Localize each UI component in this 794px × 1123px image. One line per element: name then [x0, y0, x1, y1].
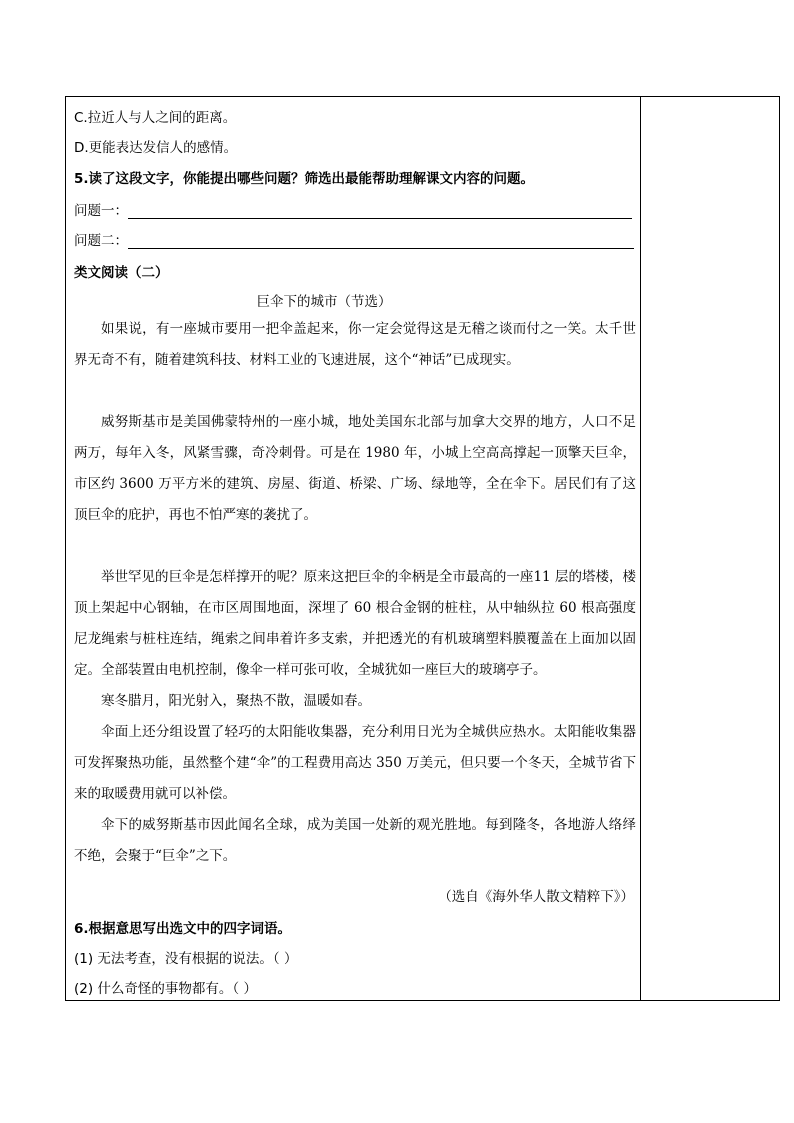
question-6-prompt: 6.根据意思写出选文中的四字词语。: [74, 921, 292, 937]
question-5-answer-2: [74, 229, 634, 249]
table-column-divider: [640, 96, 641, 1001]
option-c: C.拉近人与人之间的距离。: [74, 110, 237, 126]
question-6-item-1: (1) 无法考查，没有根据的说法。（ ）: [74, 951, 298, 967]
option-d: D.更能表达发信人的感情。: [74, 140, 238, 156]
answer-line-1[interactable]: [128, 203, 632, 219]
question-1-label: 问题一：: [74, 203, 128, 219]
question-5-answer-1: [74, 199, 632, 219]
passage-title: 巨伞下的城市（节选）: [256, 294, 392, 310]
passage-source: （选自《海外华人散文精粹下》）: [438, 889, 634, 905]
question-6-item-2: (2) 什么奇怪的事物都有。（ ）: [74, 981, 257, 997]
passage-paragraph-3: 举世罕见的巨伞是怎样撑开的呢？原来这把巨伞的伞柄是全市最高的一座11 层的塔楼，楼顶上架起中心钢轴，在市区周围地面，深埋了 60 根合金钢的桩柱，从中轴纵拉 60 根高强度尼龙绳索与桩柱连结，绳索之间串着许多支索，并把透光的有机玻璃塑料膜覆盖在上面加以固定。全部装置由电机控制，像伞一样可张可收，全城犹如一座巨大的玻璃亭子。: [74, 569, 636, 678]
question-5-prompt: 5.读了这段文字，你能提出哪些问题？筛选出最能帮助理解课文内容的问题。: [74, 171, 535, 187]
answer-line-2[interactable]: [128, 233, 634, 249]
section-title: 类文阅读（二）: [74, 265, 169, 281]
passage-paragraph-4: 寒冬腊月，阳光射入，聚热不散，温暖如春。: [101, 693, 371, 709]
question-2-label: 问题二：: [74, 233, 128, 249]
passage-paragraph-5: 伞面上还分组设置了轻巧的太阳能收集器，充分利用日光为全城供应热水。太阳能收集器可发挥聚热功能，虽然整个建“伞”的工程费用高达 350 万美元，但只要一个冬天，全城节省下来的取暖费用就可以补偿。: [74, 724, 636, 802]
passage-paragraph-6: 伞下的威努斯基市因此闻名全球，成为美国一处新的观光胜地。每到隆冬，各地游人络绎不绝，会聚于“巨伞”之下。: [74, 817, 636, 864]
passage-paragraph-1: 如果说，有一座城市要用一把伞盖起来，你一定会觉得这是无稽之谈而付之一笑。太千世界无奇不有，随着建筑科技、材料工业的飞速进展，这个“神话”已成现实。: [74, 321, 636, 368]
passage-paragraph-2: 威努斯基市是美国佛蒙特州的一座小城，地处美国东北部与加拿大交界的地方，人口不足两万，每年入冬，风紧雪骤，奇冷刺骨。可是在 1980 年，小城上空高高撑起一顶擎天巨伞，市区约 3600 万平方米的建筑、房屋、街道、桥梁、广场、绿地等，全在伞下。居民们有了这顶巨伞的庇护，再也不怕严寒的袭扰了。: [74, 414, 636, 523]
